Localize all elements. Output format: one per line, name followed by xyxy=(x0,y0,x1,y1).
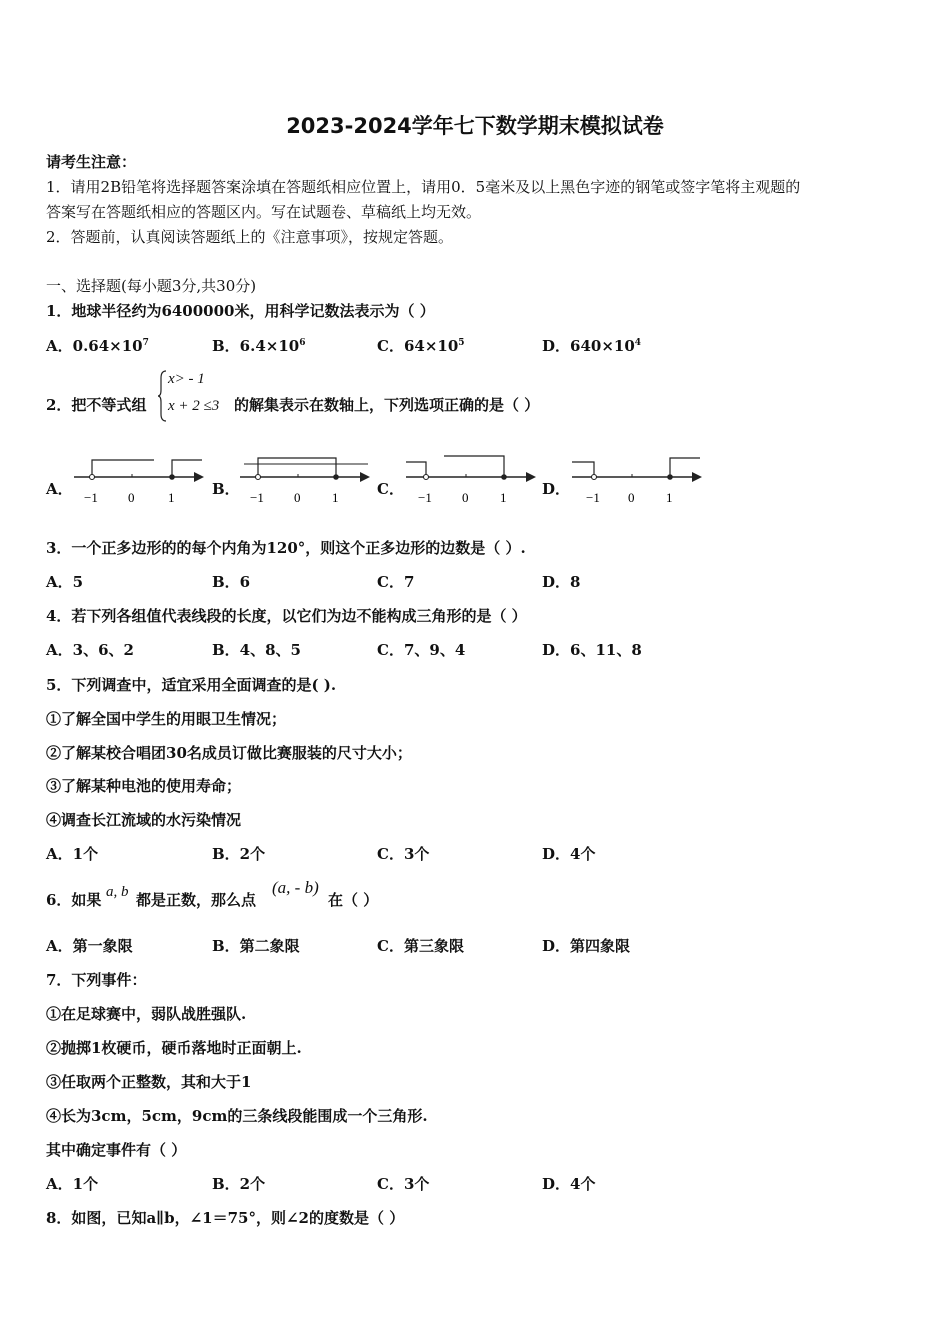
q1-option-c[interactable]: C．$64\times 10^5$ xyxy=(377,337,465,355)
q7-option-a[interactable]: A．1个 xyxy=(46,1175,99,1193)
q3-option-d[interactable]: D．8 xyxy=(542,573,581,591)
q1-option-b[interactable]: B．$6.4\times 10^6$ xyxy=(212,337,306,355)
q6-option-a[interactable]: A．第一象限 xyxy=(46,937,133,955)
q7-item-4: ④长为3cm，5cm，9cm的三条线段能围成一个三角形. xyxy=(46,1107,428,1125)
q6-stem-pre: 6．如果 xyxy=(46,891,102,909)
q1-option-a[interactable]: A．$0.64\times 10^7$ xyxy=(46,337,149,355)
q5-item-3: ③了解某种电池的使用寿命； xyxy=(46,777,242,795)
tick-label: 0 xyxy=(294,490,301,505)
number-line-b[interactable] xyxy=(236,448,376,510)
q7-item-1: ①在足球赛中，弱队战胜强队. xyxy=(46,1005,247,1023)
q7-item-2: ②抛掷1枚硬币，硬币落地时正面朝上. xyxy=(46,1039,302,1057)
q6-stem-post: 在（ ） xyxy=(328,891,379,909)
q2-option-a-label[interactable]: A． xyxy=(46,480,73,498)
tick-label: 0 xyxy=(462,490,469,505)
question-7-stem: 7．下列事件： xyxy=(46,971,147,989)
question-4-stem: 4．若下列各组值代表线段的长度，以它们为边不能构成三角形的是（ ） xyxy=(46,607,527,625)
q4-option-b[interactable]: B．4、8、5 xyxy=(212,641,301,659)
q6-option-d[interactable]: D．第四象限 xyxy=(542,937,631,955)
notice-line-2: 2．答题前，认真阅读答题纸上的《注意事项》，按规定答题。 xyxy=(46,228,454,246)
q4-option-d[interactable]: D．6、11、8 xyxy=(542,641,642,659)
q5-option-c[interactable]: C．3个 xyxy=(377,845,430,863)
q6-point: (a, - b) xyxy=(272,878,319,897)
q6-option-c[interactable]: C．第三象限 xyxy=(377,937,464,955)
number-line-c[interactable] xyxy=(402,448,542,510)
tick-label: −1 xyxy=(84,490,98,505)
inequality-1: x> - 1 xyxy=(168,371,205,387)
question-3-stem: 3．一个正多边形的的每个内角为120°，则这个正多边形的边数是（ ）. xyxy=(46,539,526,557)
q5-item-2: ②了解某校合唱团30名成员订做比赛服装的尺寸大小； xyxy=(46,744,412,762)
q6-option-b[interactable]: B．第二象限 xyxy=(212,937,300,955)
q6-stem-mid: 都是正数，那么点 xyxy=(136,891,257,909)
q7-option-b[interactable]: B．2个 xyxy=(212,1175,266,1193)
notice-line-1a: 1．请用2B铅笔将选择题答案涂填在答题纸相应位置上，请用0．5毫米及以上黑色字迹的钢笔或签字笔将主观题的 xyxy=(46,178,801,196)
q5-option-d[interactable]: D．4个 xyxy=(542,845,596,863)
inequality-2: x + 2 ≤3 xyxy=(168,398,220,414)
q3-option-a[interactable]: A．5 xyxy=(46,573,84,591)
question-8-stem: 8．如图，已知a∥b，∠1＝75°，则∠2的度数是（ ） xyxy=(46,1209,405,1227)
tick-label: 0 xyxy=(628,490,635,505)
q6-vars: a, b xyxy=(106,884,129,900)
tick-label: 1 xyxy=(500,490,507,505)
q5-item-1: ①了解全国中学生的用眼卫生情况； xyxy=(46,710,287,728)
tick-label: 1 xyxy=(332,490,339,505)
q7-question: 其中确定事件有（ ） xyxy=(46,1141,187,1159)
tick-label: −1 xyxy=(586,490,600,505)
q7-option-d[interactable]: D．4个 xyxy=(542,1175,596,1193)
question-1-stem: 1．地球半径约为6400000米，用科学记数法表示为（ ） xyxy=(46,302,435,320)
number-line-a[interactable] xyxy=(70,448,210,510)
tick-label: 0 xyxy=(128,490,135,505)
tick-label: 1 xyxy=(666,490,673,505)
q5-item-4: ④调查长江流域的水污染情况 xyxy=(46,811,242,829)
notice-line-1b: 答案写在答题纸相应的答题区内。写在试题卷、草稿纸上均无效。 xyxy=(46,203,482,221)
q3-option-c[interactable]: C．7 xyxy=(377,573,415,591)
number-line-d[interactable] xyxy=(568,448,708,510)
tick-label: −1 xyxy=(418,490,432,505)
q7-option-c[interactable]: C．3个 xyxy=(377,1175,430,1193)
system-brace xyxy=(157,370,167,422)
q3-option-b[interactable]: B．6 xyxy=(212,573,251,591)
q7-item-3: ③任取两个正整数，其和大于1 xyxy=(46,1073,252,1091)
q5-option-a[interactable]: A．1个 xyxy=(46,845,99,863)
q2-option-d-label[interactable]: D． xyxy=(542,480,571,498)
q4-option-a[interactable]: A．3、6、2 xyxy=(46,641,134,659)
q4-option-c[interactable]: C．7、9、4 xyxy=(377,641,466,659)
q2-stem-pre: 2．把不等式组 xyxy=(46,396,147,414)
tick-label: −1 xyxy=(250,490,264,505)
q2-option-c-label[interactable]: C． xyxy=(377,480,404,498)
question-5-stem: 5．下列调查中，适宜采用全面调查的是( ). xyxy=(46,676,337,694)
tick-label: 1 xyxy=(168,490,175,505)
page-title: 2023-2024学年七下数学期末模拟试卷 xyxy=(286,114,664,138)
notice-heading: 请考生注意： xyxy=(46,153,137,171)
q1-option-d[interactable]: D．$640\times 10^4$ xyxy=(542,337,642,355)
q2-option-b-label[interactable]: B． xyxy=(212,480,240,498)
q5-option-b[interactable]: B．2个 xyxy=(212,845,266,863)
q2-stem-post: 的解集表示在数轴上，下列选项正确的是（ ） xyxy=(234,396,540,414)
section-heading: 一、选择题(每小题3分,共30分) xyxy=(46,277,257,295)
